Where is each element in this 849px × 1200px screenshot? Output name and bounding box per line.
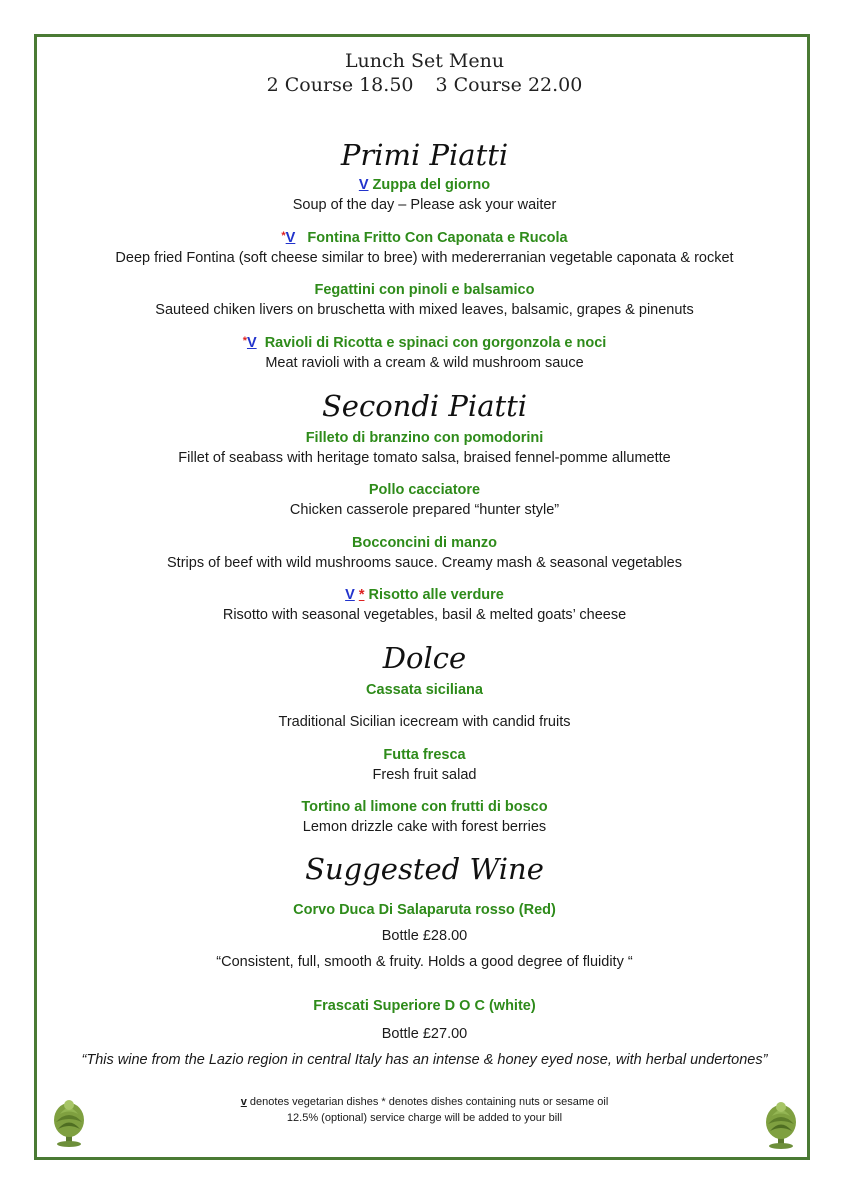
dish-name: Pollo cacciatore (368, 482, 481, 498)
dish-name: V Zuppa del giorno (358, 177, 491, 193)
wine-note: “Consistent, full, smooth & fruity. Holds a good degree of fluidity “ (216, 954, 633, 970)
dish-description: Strips of beef with wild mushrooms sauce. Creamy mash & seasonal vegetables (167, 555, 682, 571)
three-course-price: 3 Course 22.00 (435, 74, 583, 96)
course-prices (0, 74, 849, 96)
wine-name: Frascati Superiore D O C (white) (313, 998, 536, 1014)
wine-price: Bottle £27.00 (381, 1026, 468, 1042)
dish-name: Fegattini con pinoli e balsamico (314, 282, 535, 298)
dish-description: Fillet of seabass with heritage tomato salsa, braised fennel-pomme allumette (178, 450, 671, 466)
dish-description: Sauteed chiken livers on bruschetta with mixed leaves, balsamic, grapes & pinenuts (155, 302, 694, 318)
footer-service-note: 12.5% (optional) service charge will be added to your bill (286, 1112, 563, 1124)
section-title-dolce: Dolce (382, 641, 467, 675)
dish-description: Fresh fruit salad (372, 767, 477, 783)
dish-name: *V Fontina Fritto Con Caponata e Rucola (281, 230, 568, 246)
section-title-wine: Suggested Wine (305, 852, 544, 886)
artichoke-icon (760, 1100, 802, 1150)
nuts-marker: * (358, 587, 365, 603)
nuts-marker: * (281, 230, 286, 242)
section-title-primi: Primi Piatti (340, 138, 509, 172)
section-title-secondi: Secondi Piatti (321, 389, 528, 423)
wine-price: Bottle £28.00 (381, 928, 468, 944)
dish-name: Bocconcini di manzo (351, 535, 497, 551)
dish-name: Futta fresca (383, 747, 466, 763)
dish-name: Filleto di branzino con pomodorini (305, 430, 544, 446)
dish-name: Tortino al limone con frutti di bosco (301, 799, 548, 815)
dish-description: Deep fried Fontina (soft cheese similar to bree) with medererranian vegetable caponata & rocket (115, 250, 734, 266)
wine-name: Corvo Duca Di Salaparuta rosso (Red) (293, 902, 556, 918)
dish-description: Lemon drizzle cake with forest berries (302, 819, 547, 835)
dish-name: *V Ravioli di Ricotta e spinaci con gorgonzola e noci (242, 335, 607, 351)
footer-veg-marker: v (240, 1096, 247, 1108)
nuts-marker: * (242, 335, 247, 347)
dish-description: Risotto with seasonal vegetables, basil & melted goats’ cheese (222, 607, 627, 623)
footer-legend: v denotes vegetarian dishes * denotes dishes containing nuts or sesame oil (240, 1096, 609, 1108)
menu-title: Lunch Set Menu (344, 50, 505, 72)
artichoke-icon (48, 1098, 90, 1148)
dish-description: Chicken casserole prepared “hunter style” (289, 502, 560, 518)
two-course-price: 2 Course 18.50 (266, 74, 414, 96)
dish-name: V * Risotto alle verdure (345, 587, 504, 603)
dish-description: Meat ravioli with a cream & wild mushroom sauce (265, 355, 584, 371)
vegetarian-marker: V (285, 230, 296, 246)
wine-note: “This wine from the Lazio region in central Italy has an intense & honey eyed nose, with herbal undertones” (81, 1052, 768, 1068)
dish-description: Soup of the day – Please ask your waiter (292, 197, 557, 213)
vegetarian-marker: V (358, 177, 369, 193)
vegetarian-marker: V (246, 335, 257, 351)
vegetarian-marker: V (345, 587, 355, 603)
dish-description: Traditional Sicilian icecream with candid fruits (278, 714, 571, 730)
dish-name: Cassata siciliana (366, 682, 483, 698)
